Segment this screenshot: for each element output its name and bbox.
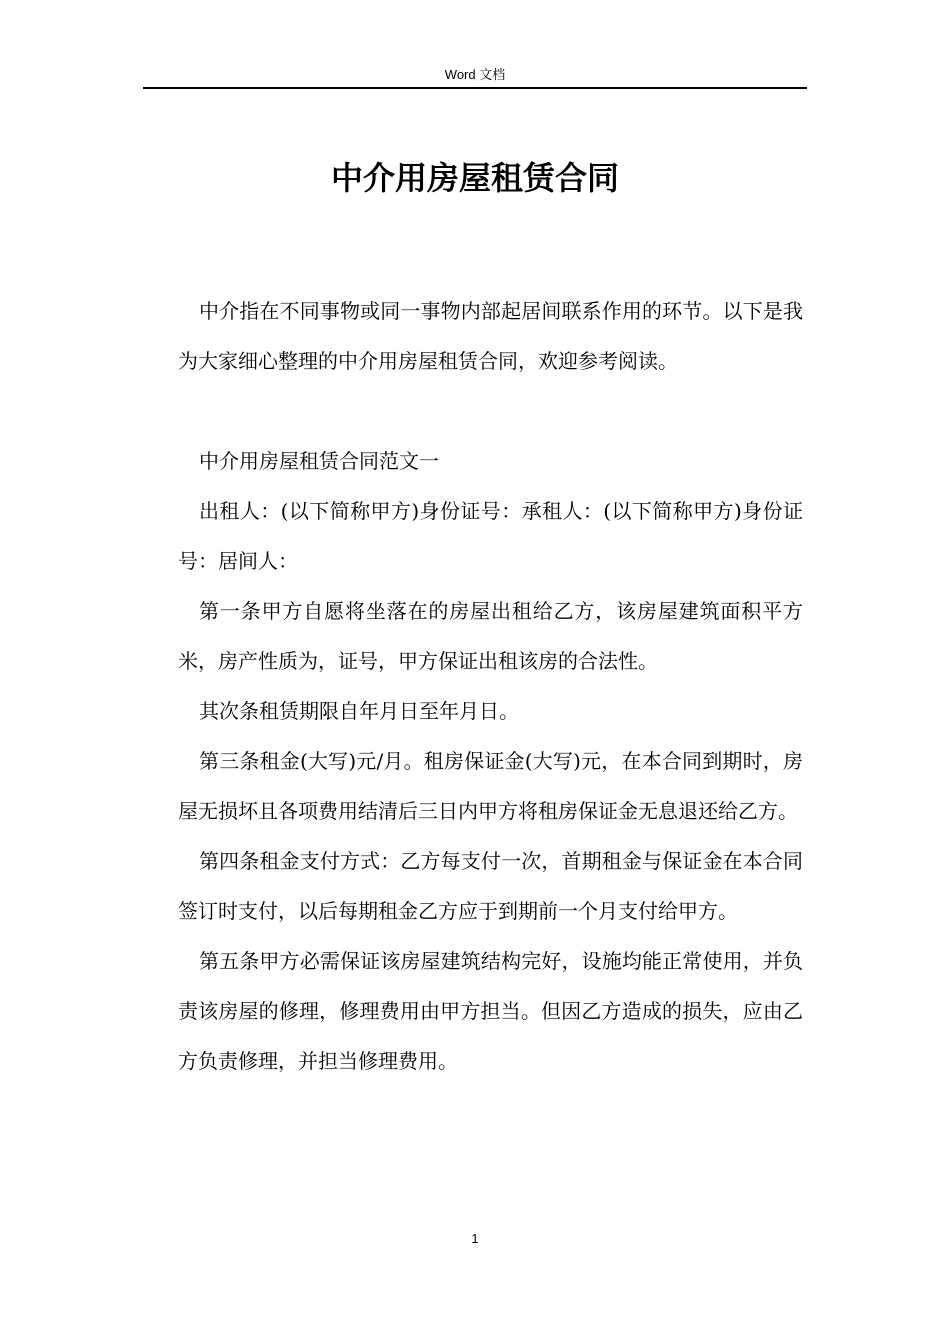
- clause-2-paragraph: 其次条租赁期限自年月日至年月日。: [199, 699, 519, 723]
- page-header: Word 文档: [444, 67, 506, 82]
- page-number: 1: [471, 1231, 479, 1246]
- document-body: [178, 286, 803, 1086]
- intro-paragraph: 中介指在不同事物或同一事物内部起居间联系作用的环节。以下是我为大家细心整理的中介用房屋租赁合同，欢迎参考阅读。: [178, 299, 803, 373]
- section-heading: 中介用房屋租赁合同范文一: [199, 449, 439, 473]
- clause-1-paragraph: 第一条甲方自愿将坐落在的房屋出租给乙方，该房屋建筑面积平方米，房产性质为，证号，甲方保证出租该房的合法性。: [178, 599, 803, 673]
- document-title: 中介用房屋租赁合同: [330, 159, 619, 197]
- clause-3-paragraph: 第三条租金(大写)元/月。租房保证金(大写)元，在本合同到期时，房屋无损坏且各项费用结清后三日内甲方将租房保证金无息退还给乙方。: [178, 749, 803, 823]
- clause-4-paragraph: 第四条租金支付方式：乙方每支付一次，首期租金与保证金在本合同签订时支付，以后每期租金乙方应于到期前一个月支付给甲方。: [178, 849, 803, 923]
- clause-5-paragraph: 第五条甲方必需保证该房屋建筑结构完好，设施均能正常使用，并负责该房屋的修理，修理费用由甲方担当。但因乙方造成的损失，应由乙方负责修理，并担当修理费用。: [178, 949, 803, 1073]
- header-divider: [143, 87, 807, 89]
- parties-paragraph: 出租人：(以下简称甲方)身份证号：承租人：(以下简称甲方)身份证号：居间人：: [178, 499, 803, 573]
